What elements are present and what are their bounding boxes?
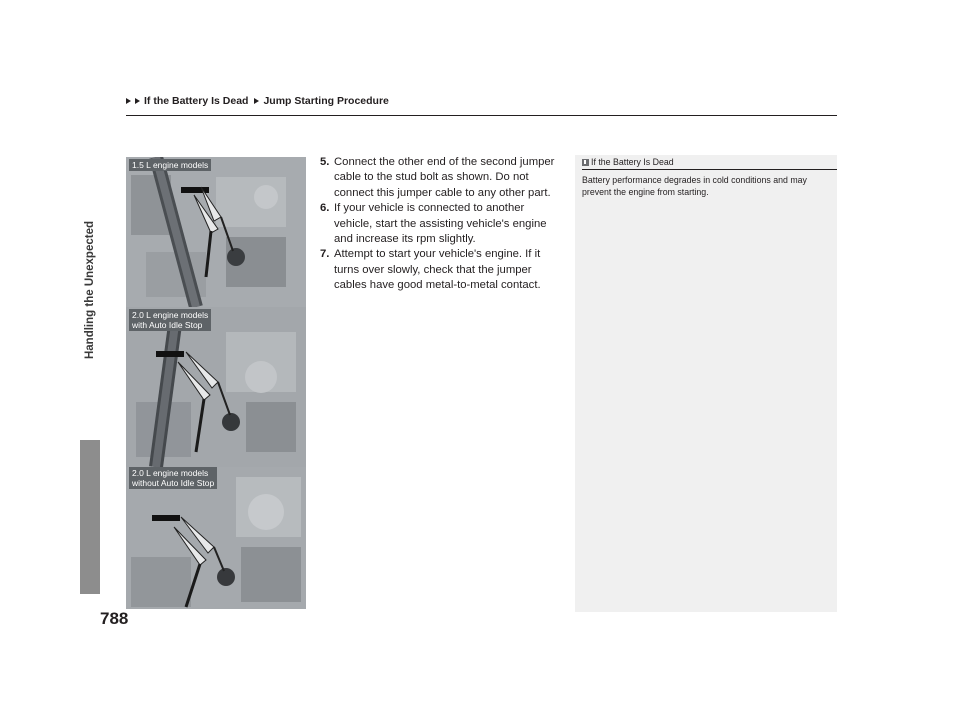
step-text: If your vehicle is connected to another vehicle, start the assisting vehicle's engine and increase its rpm slightly. (334, 202, 547, 246)
breadcrumb-arrow-icon (135, 98, 140, 104)
side-tab-label: Handling the Unexpected (84, 220, 96, 360)
step-number: 6. (320, 202, 330, 215)
note-title-text: If the Battery Is Dead (591, 157, 674, 167)
step-number: 5. (320, 156, 330, 168)
step-number: 7. (320, 248, 330, 261)
breadcrumb-arrow-icon (254, 98, 259, 104)
note-title[interactable] (582, 157, 674, 167)
breadcrumb-item[interactable]: If the Battery Is Dead (144, 95, 249, 107)
step-item (320, 247, 560, 293)
side-tab-marker (80, 440, 100, 594)
side-note (575, 155, 837, 612)
note-rule (582, 169, 837, 170)
reference-icon (582, 159, 589, 166)
step-item (320, 155, 560, 201)
note-body: Battery performance degrades in cold conditions and may prevent the engine from starting. (582, 175, 807, 197)
step-text: Attempt to start your vehicle's engine. If it turns over slowly, check that the jumper cables have good metal-to-metal contact. (334, 248, 541, 292)
engine-illustration (126, 157, 306, 307)
figure-label: 2.0 L engine models with Auto Idle Stop (129, 309, 211, 331)
side-tab[interactable] (80, 100, 100, 480)
engine-illustration (126, 307, 306, 467)
breadcrumb-item[interactable]: Jump Starting Procedure (263, 95, 389, 107)
figure-label: 2.0 L engine models without Auto Idle Stop (129, 467, 217, 489)
step-text: Connect the other end of the second jumper cable to the stud bolt as shown. Do not connect this jumper cable to any other part. (334, 156, 555, 199)
engine-figures (126, 157, 306, 609)
figure-1-5l (126, 157, 306, 307)
header-rule (126, 115, 837, 116)
figure-2-0l-no-auto-idle-stop (126, 467, 306, 609)
figure-2-0l-auto-idle-stop (126, 307, 306, 467)
procedure-steps (320, 155, 560, 294)
page-number: 788 (100, 609, 129, 628)
step-item (320, 201, 560, 247)
figure-label: 1.5 L engine models (129, 159, 211, 171)
breadcrumb (126, 95, 389, 107)
breadcrumb-arrow-icon (126, 98, 131, 104)
